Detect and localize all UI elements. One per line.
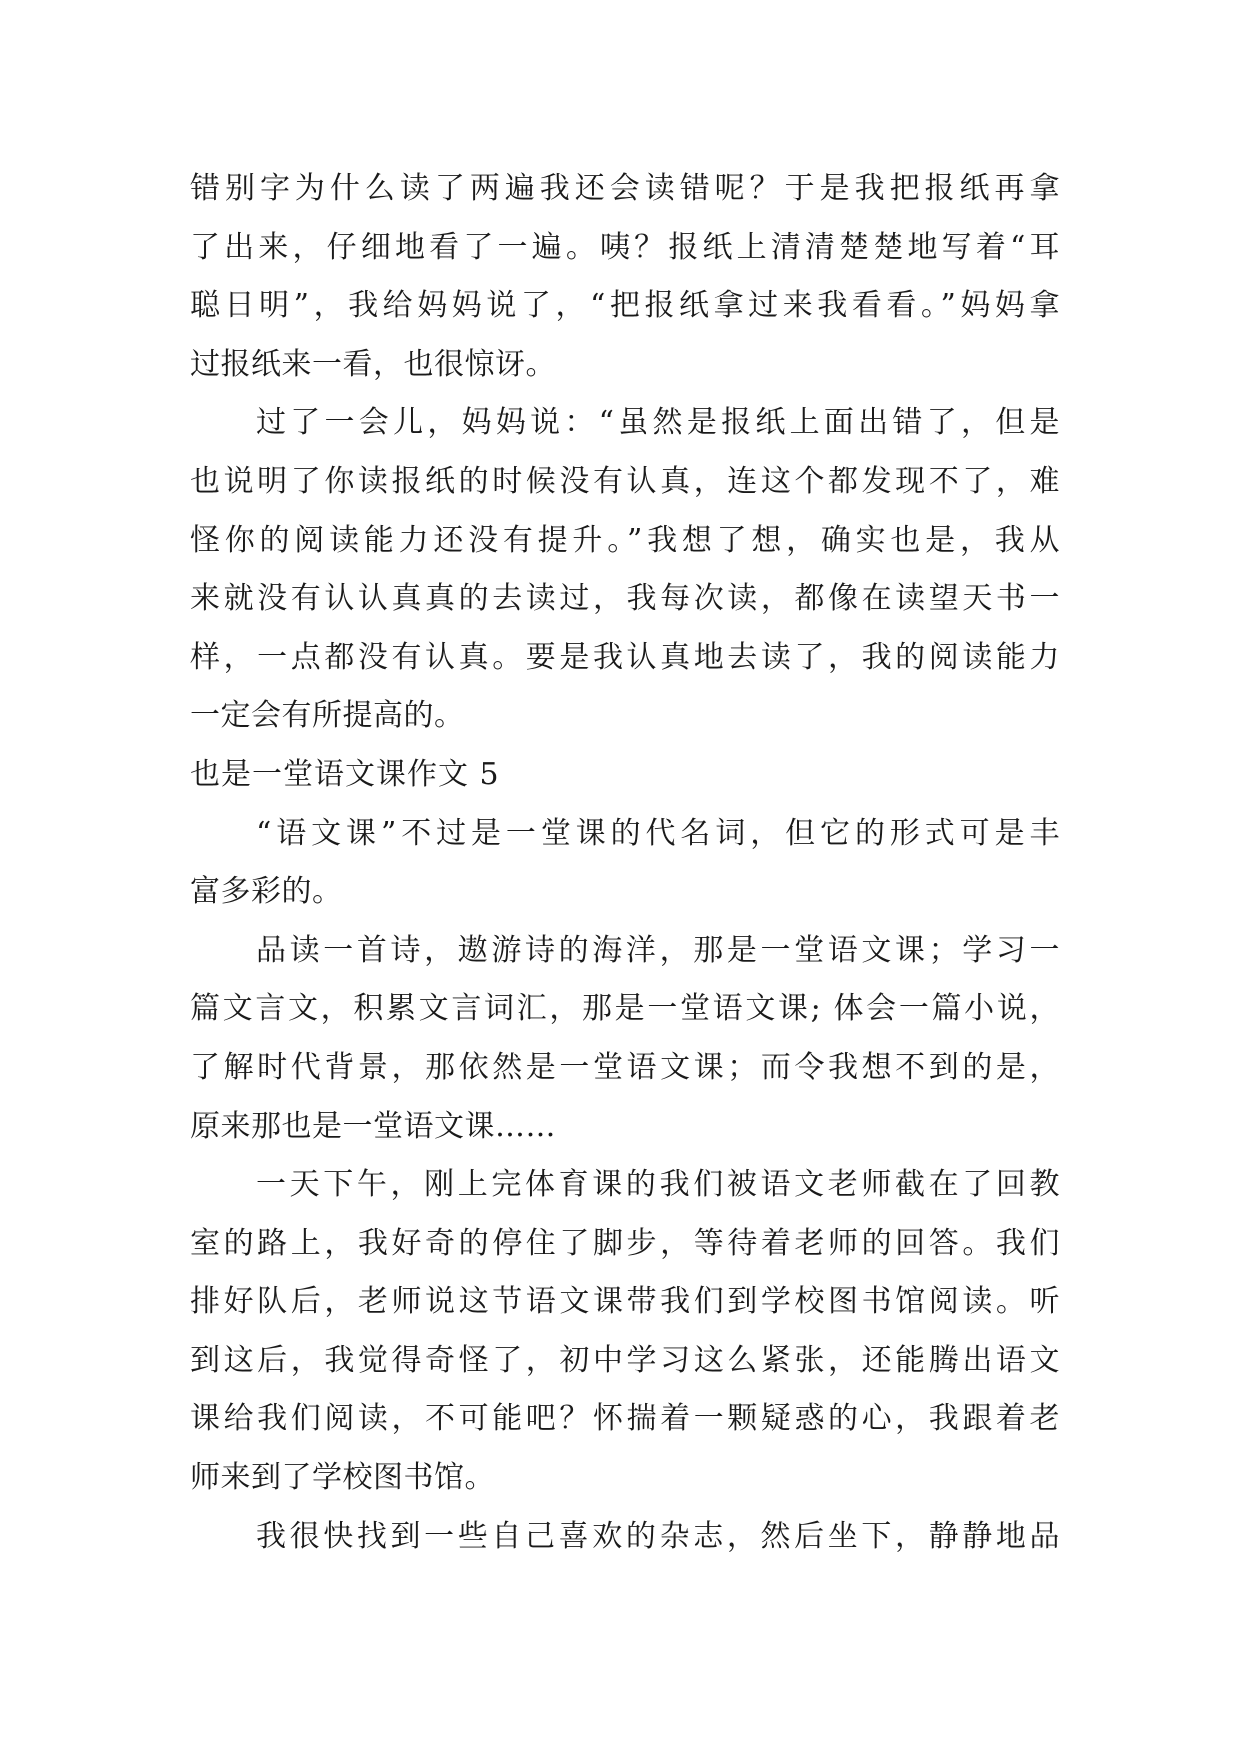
text-line: 师来到了学校图书馆。 [190, 1460, 495, 1496]
text-line: 来就没有认认真真的去读过，我每次读，都像在读望天书一 [190, 581, 1060, 617]
text-line: 也说明了你读报纸的时候没有认真，连这个都发现不了，难 [190, 463, 1060, 499]
text-line: 一天下午，刚上完体育课的我们被语文老师截在了回教 [256, 1167, 1060, 1203]
text-line: 一定会有所提高的。 [190, 698, 465, 734]
text-line: 错别字为什么读了两遍我还会读错呢？于是我把报纸再拿 [190, 171, 1060, 206]
text-line: 了出来，仔细地看了一遍。咦？报纸上清清楚楚地写着“耳 [190, 229, 1060, 265]
text-line: 到这后，我觉得奇怪了，初中学习这么紧张，还能腾出语文 [190, 1342, 1060, 1378]
essay-text [190, 160, 1060, 1566]
text-line: 我很快找到一些自己喜欢的杂志，然后坐下，静静地品 [256, 1518, 1060, 1554]
text-line: 样，一点都没有认真。要是我认真地去读了，我的阅读能力 [190, 639, 1060, 675]
text-line: 聪日明”，我给妈妈说了，“把报纸拿过来我看看。”妈妈拿 [190, 288, 1060, 324]
text-line: 原来那也是一堂语文课…… [190, 1108, 556, 1144]
text-line: “语文课”不过是一堂课的代名词，但它的形式可是丰 [256, 815, 1060, 851]
text-line: 室的路上，我好奇的停住了脚步，等待着老师的回答。我们 [190, 1225, 1060, 1261]
text-line: 了解时代背景，那依然是一堂语文课；而令我想不到的是， [190, 1049, 1060, 1085]
text-line: 富多彩的。 [190, 874, 343, 910]
text-line: 课给我们阅读，不可能吧？怀揣着一颗疑惑的心，我跟着老 [190, 1401, 1060, 1437]
text-line: 过了一会儿，妈妈说：“虽然是报纸上面出错了，但是 [256, 405, 1060, 441]
text-line: 怪你的阅读能力还没有提升。”我想了想，确实也是，我从 [190, 522, 1060, 558]
text-line: 篇文言文，积累文言词汇，那是一堂语文课; 体会一篇小说， [190, 991, 1060, 1027]
text-line: 过报纸来一看，也很惊讶。 [190, 346, 556, 382]
text-line: 排好队后，老师说这节语文课带我们到学校图书馆阅读。听 [190, 1284, 1060, 1320]
section-heading: 也是一堂语文课作文 5 [190, 756, 500, 792]
text-line: 品读一首诗，遨游诗的海洋，那是一堂语文课；学习一 [256, 932, 1060, 968]
